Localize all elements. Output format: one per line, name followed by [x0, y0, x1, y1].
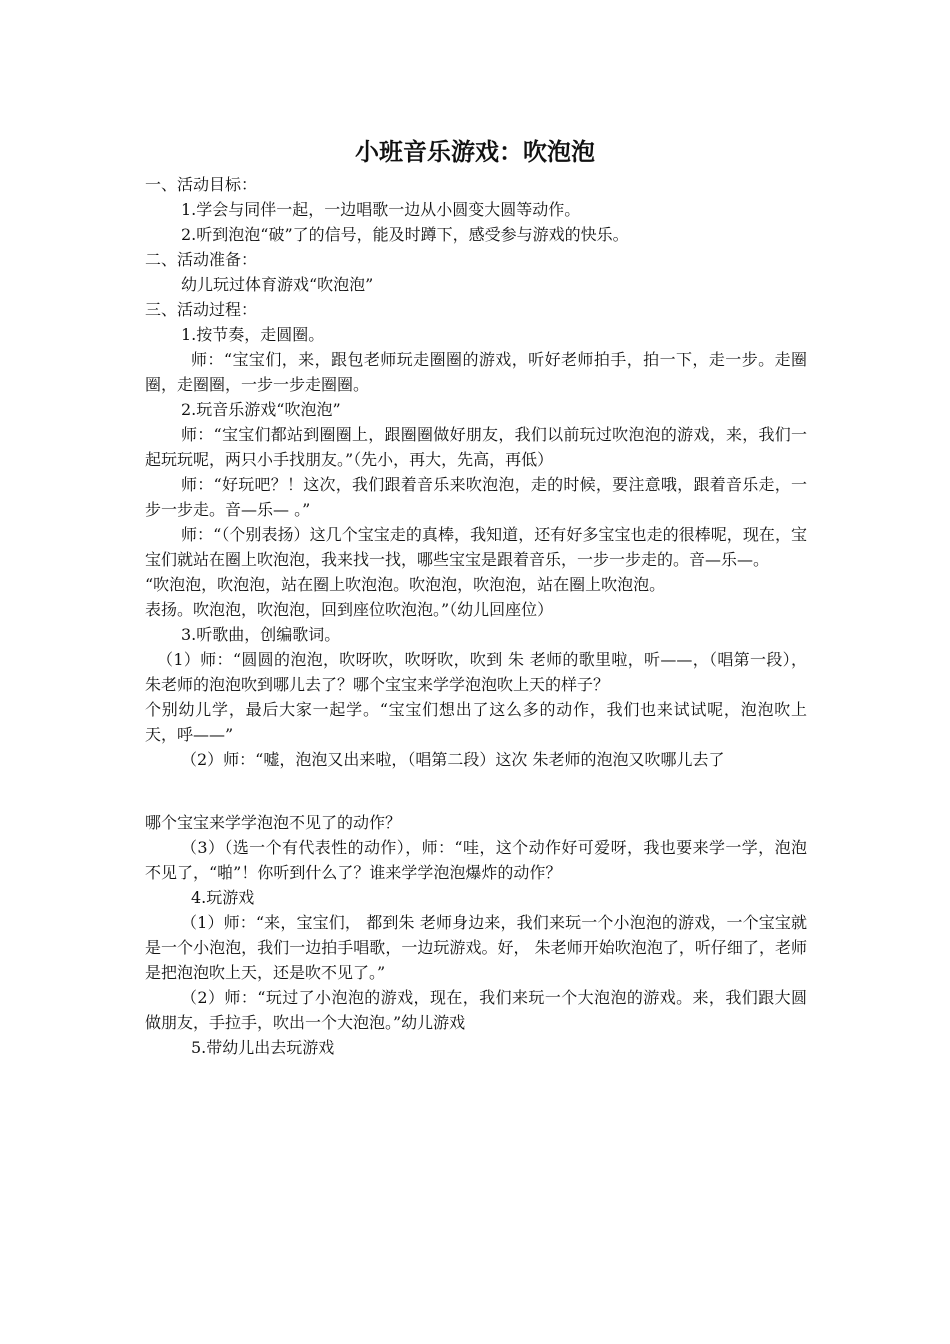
paragraph: 师：“（个别表扬）这几个宝宝走的真棒，我知道，还有好多宝宝也走的很棒呢，现在，宝宝们就站在圈上吹泡泡，我来找一找，哪些宝宝是跟着音乐，一步一步走的。音—乐—。	[145, 525, 807, 569]
step-2-heading: 2.玩音乐游戏“吹泡泡”	[181, 400, 341, 419]
document-title: 小班音乐游戏：吹泡泡	[355, 138, 595, 166]
step-1-heading: 1.按节奏，走圆圈。	[181, 325, 325, 344]
step-3-heading: 3.听歌曲，创编歌词。	[181, 625, 341, 644]
heading-preparation: 二、活动准备：	[145, 250, 258, 269]
paragraph: （2）师：“嘘，泡泡又出来啦，（唱第二段）这次 朱老师的泡泡又吹哪儿去了	[181, 750, 725, 769]
heading-goals: 一、活动目标：	[145, 175, 258, 194]
paragraph: （1）师：“圆圆的泡泡，吹呀吹，吹呀吹，吹到 朱 老师的歌里啦，听——，（唱第一段）， 朱老师的泡泡吹到哪儿去了？哪个宝宝来学学泡泡吹上天的样子？	[145, 650, 807, 694]
paragraph: 个别幼儿学，最后大家一起学。“宝宝们想出了这么多的动作，我们也来试试呢，泡泡吹上天，呼——”	[145, 700, 807, 744]
paragraph: （1）师：“来，宝宝们， 都到朱 老师身边来，我们来玩一个小泡泡的游戏，一个宝宝就是一个小泡泡，我们一边拍手唱歌，一边玩游戏。好， 朱老师开始吹泡泡了，听仔细了，老师是把泡泡吹上天，还是吹不见了。”	[145, 913, 807, 982]
preparation-text: 幼儿玩过体育游戏“吹泡泡”	[181, 275, 374, 294]
blank-gap	[145, 772, 807, 810]
paragraph: 师：“宝宝们都站到圈圈上，跟圈圈做好朋友，我们以前玩过吹泡泡的游戏，来，我们一起玩玩呢，两只小手找朋友。”（先小，再大，先高，再低）	[145, 425, 807, 469]
paragraph: （2）师：“玩过了小泡泡的游戏，现在，我们来玩一个大泡泡的游戏。来，我们跟大圆做朋友，手拉手，吹出一个大泡泡。”幼儿游戏	[145, 988, 807, 1032]
paragraph: 表扬。吹泡泡，吹泡泡，回到座位吹泡泡。”（幼儿回座位）	[145, 600, 554, 619]
paragraph: 哪个宝宝来学学泡泡不见了的动作？	[145, 813, 402, 832]
document-body	[145, 172, 807, 1060]
paragraph: “吹泡泡，吹泡泡，站在圈上吹泡泡。吹泡泡，吹泡泡，站在圈上吹泡泡。	[145, 575, 666, 594]
goal-1: 1.学会与同伴一起，一边唱歌一边从小圆变大圆等动作。	[181, 200, 581, 219]
paragraph: 师：“好玩吧？！这次，我们跟着音乐来吹泡泡，走的时候，要注意哦，跟着音乐走，一步一步走。音—乐— 。”	[145, 475, 807, 519]
paragraph: （3）（选一个有代表性的动作），师：“哇，这个动作好可爱呀，我也要来学一学，泡泡不见了，“啪”！你听到什么了？谁来学学泡泡爆炸的动作？	[145, 838, 807, 882]
step-4-heading: 4.玩游戏	[191, 888, 255, 907]
goal-2: 2.听到泡泡“破”了的信号，能及时蹲下，感受参与游戏的快乐。	[181, 225, 629, 244]
paragraph: 师：“宝宝们，来，跟包老师玩走圈圈的游戏，听好老师拍手，拍一下，走一步。走圈圈，走圈圈，一步一步走圈圈。	[145, 350, 807, 394]
heading-process: 三、活动过程：	[145, 300, 258, 319]
step-5-heading: 5.带幼儿出去玩游戏	[191, 1038, 335, 1057]
